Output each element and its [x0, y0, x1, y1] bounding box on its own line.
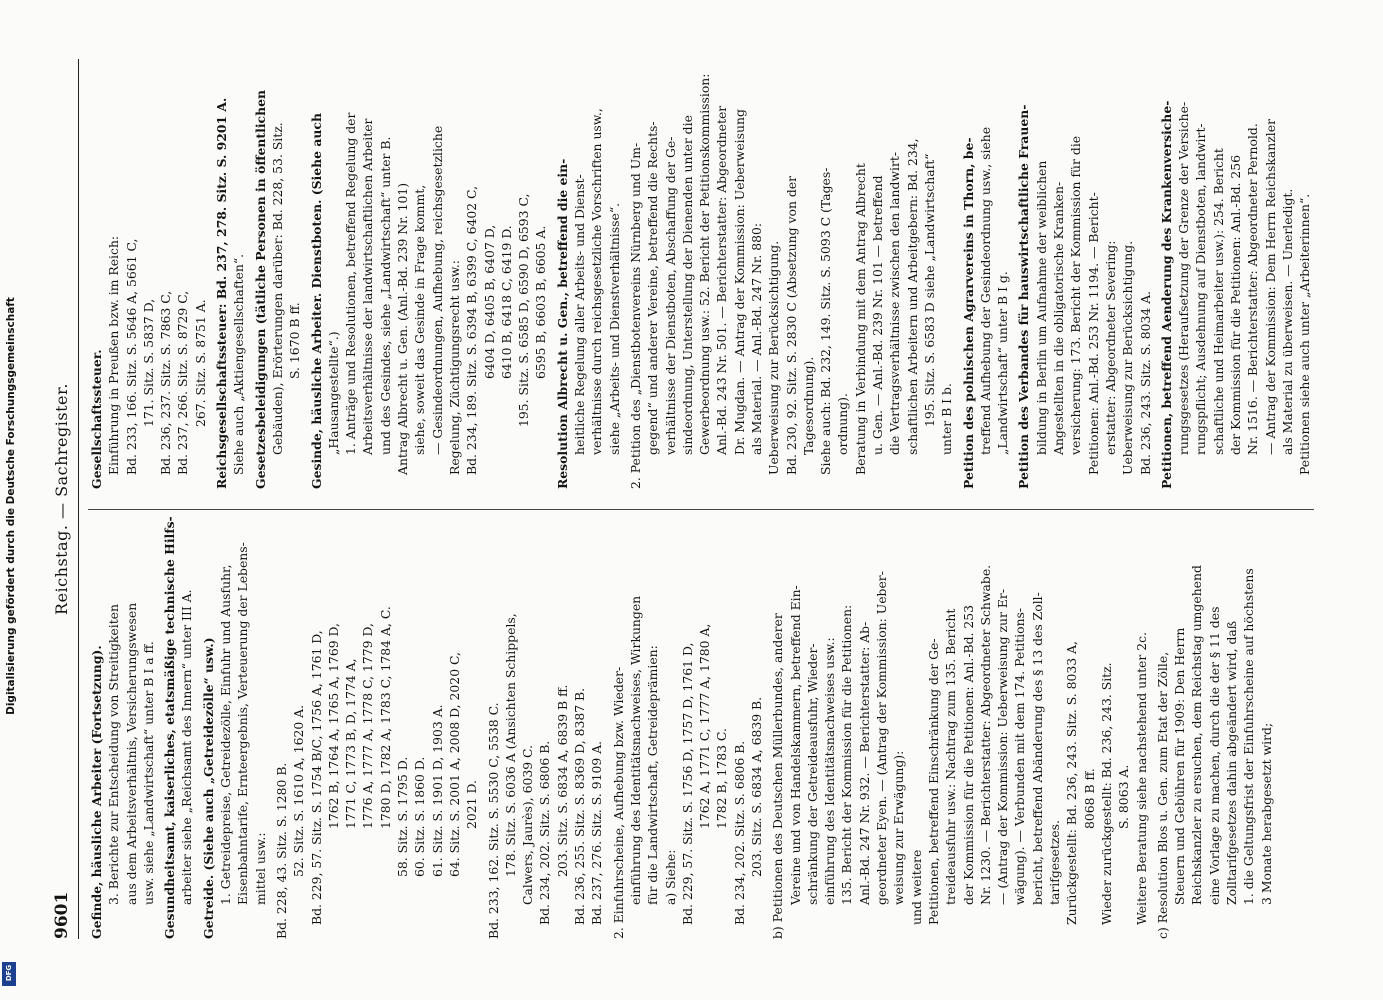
- right-column-line: 171. Sitz. S. 5837 D,: [140, 298, 156, 427]
- right-column-line: rungsgesetzes (Heraufsetzung der Grenze der Versiche-: [1176, 101, 1192, 455]
- left-column-line: Bd. 229, 57. Sitz. S. 1754 B/C, 1756 A, 1761 D,: [308, 630, 324, 925]
- right-column-line: Gesetzesbeleidigungen (tätliche Personen in öffentlichen: [252, 90, 268, 489]
- left-column-line: arbeiter siehe „Reichsamt des Innern“ unter III A.: [179, 589, 195, 905]
- left-column: [88, 514, 1318, 939]
- right-column-line: Beratung in Verbindung mit dem Antrag Albrecht: [852, 163, 868, 475]
- left-column-line: 1. die Geltungsfrist der Einfuhrscheine auf höchstens: [1241, 568, 1257, 905]
- left-column-line: Bd. 234, 202. Sitz. S. 6806 B.: [731, 740, 747, 925]
- left-column-line: 1782 B, 1783 C.: [714, 728, 730, 829]
- left-column-line: — (Antrag der Kommission: Ueberweisung zur Er-: [995, 588, 1011, 905]
- right-column-line: der Kommission für die Petitionen: Anl.-Bd. 256: [1228, 154, 1243, 455]
- right-column-line: Bd. 234, 189. Sitz. S. 6394 B, 6399 C, 6402 C,: [464, 185, 480, 475]
- right-column-line: versicherung: 173. Bericht der Kommission für die: [1068, 135, 1084, 455]
- left-column-line: Wieder zurückgestellt: Bd. 236, 243. Sitz.: [1098, 662, 1114, 925]
- digitization-label: Digitalisierung gefördert durch die Deutsche Forschungsgemeinschaft: [5, 297, 17, 715]
- left-column-line: usw. siehe „Landwirtschaft“ unter B I a ff.: [140, 641, 156, 905]
- left-column-line: 3. Berichte zur Entscheidung von Streitigkeiten: [106, 604, 122, 905]
- left-column-line: 2. Einfuhrscheine, Aufhebung bzw. Wieder-: [610, 666, 626, 939]
- left-column-line: tarifgesetzes.: [1047, 820, 1063, 905]
- right-column-line: sindeordnung, Unterstellung der Dienenden unter die: [679, 115, 695, 455]
- left-column-line: geordneter Eyen. — (Antrag der Kommission: Ueber-: [874, 571, 890, 905]
- left-column-line: Weitere Beratung siehe nachstehend unter 2c.: [1133, 631, 1149, 925]
- right-column-entry: [252, 64, 304, 489]
- left-column-line: 64. Sitz. S. 2001 A, 2008 D, 2020 C,: [446, 652, 462, 877]
- left-column-line: bericht, betreffend Abänderung des § 13 des Zoll-: [1029, 592, 1045, 905]
- left-column-line: Gefinde, häusliche Arbeiter (Fortsetzung).: [89, 645, 104, 939]
- right-column-line: Bd. 230, 92. Sitz. S. 2830 C (Absetzung von der: [783, 175, 799, 475]
- left-column-entry: [1154, 514, 1275, 939]
- right-column-line: Petition des Verbandes für hauswirtschaftliche Frauen-: [1016, 104, 1032, 489]
- right-column-line: Arbeitsverhältnisse der landwirtschaftlichen Arbeiter: [360, 118, 376, 455]
- pencil-mark-icon: [1, 1, 2, 2]
- right-column-line: schaftliche und Heimarbeiter usw.): 254. Bericht: [1210, 148, 1226, 455]
- right-column-line: Ueberweisung zur Berücksichtigung.: [766, 240, 782, 475]
- left-column-line: Zurückgestellt: Bd. 236, 243. Sitz. S. 8033 A,: [1064, 641, 1080, 925]
- left-column-line: weisung zur Erwägung):: [891, 750, 907, 905]
- left-column-line: wägung). — Verbunden mit dem 174. Petitions-: [1012, 607, 1028, 905]
- left-column-line: Anl.-Bd. 247 Nr. 932. — Berichterstatter: Ab-: [856, 621, 872, 905]
- right-column-line: unter B I b.: [939, 383, 955, 455]
- left-column-line: 1. Getreidepreise, Getreidezölle, Einfuhr und Ausfuhr,: [218, 564, 234, 905]
- right-column-line: rungspflicht; Ausdehnung auf Dienstboten, landwirt-: [1193, 123, 1209, 455]
- left-column-line: der Kommission für die Petitionen: Anl.-Bd. 253: [960, 604, 976, 905]
- right-column-line: Tagesordnung).: [800, 356, 816, 455]
- right-column-entry: [88, 64, 209, 489]
- right-column-line: Resolution Albrecht u. Gen., betreffend die ein-: [554, 158, 570, 489]
- right-column-line: Angestellten in die obligatorische Kranken-: [1051, 181, 1067, 455]
- digitization-strip: [0, 0, 22, 1000]
- left-column-entry: [161, 514, 196, 939]
- left-column-entry: [485, 514, 606, 939]
- right-column-line: 195. Sitz. S. 6583 D siehe „Landwirtschaft“: [921, 153, 937, 427]
- right-column-line: „Landwirtschaft“ unter B I g.: [995, 271, 1011, 455]
- right-column-line: Ueberweisung zur Berücksichtigung.: [1120, 240, 1136, 475]
- left-column-line: Gesundheitsamt, kaiserliches, etatsmäßige technische Hilfs-: [162, 516, 178, 939]
- left-column-line: Getreide. (Siehe auch „Getreidezölle“ usw.): [200, 637, 216, 939]
- right-column-line: Petitionen, betreffend Aenderung des Krankenversiche-: [1158, 100, 1174, 489]
- right-column-line: 195. Sitz. S. 6585 D, 6590 D, 6593 C,: [516, 193, 532, 427]
- right-column-line: als Material. — Anl.-Bd. 247 Nr. 880:: [748, 222, 764, 455]
- page-header: [48, 59, 76, 939]
- right-column-line: siehe „Arbeits- und Dienstverhältnisse“.: [606, 202, 622, 455]
- left-column-line: 1762 B, 1764 A, 1765 A, 1769 D,: [325, 623, 341, 829]
- left-column-line: Calwers, Jaurès), 6039 C.: [520, 744, 536, 905]
- right-column-line: — Gesindeordnungen, Aufhebung, reichsgesetzliche: [429, 125, 445, 455]
- left-column-line: einführung des Identitätsnachweises, Wirkungen: [627, 595, 643, 905]
- right-column-line: die Vertragsverhältnisse zwischen den landwirt-: [887, 151, 903, 455]
- right-column-entry: [308, 64, 550, 489]
- left-column-line: einführung des Identitätsnachweises usw.:: [822, 637, 838, 905]
- left-column-line: a) Siehe:: [662, 849, 678, 905]
- left-column-line: 203. Sitz. S. 6834 A, 6839 B.: [748, 696, 764, 877]
- left-column-line: Bd. 233, 162. Sitz. S. 5530 C, 5538 C.: [485, 702, 501, 939]
- column-divider: [88, 509, 1314, 510]
- dfg-logo-text: DFG: [5, 964, 13, 982]
- left-column-line: 178. Sitz. S. 6036 A (Ansichten Schippels,: [502, 613, 518, 877]
- right-column-line: als Material zu überweisen. — Unerledigt.: [1279, 188, 1295, 455]
- left-column-line: Bd. 237, 276. Sitz. S. 9109 A.: [589, 740, 605, 925]
- right-column-line: Petitionen siehe auch unter „Arbeiterinnen“.: [1297, 193, 1313, 475]
- right-column-entry: [1015, 64, 1153, 489]
- right-column-line: und des Gesindes, siehe „Landwirtschaft“ unter B.: [377, 136, 393, 455]
- running-title: Reichstag. — Sachregister.: [52, 383, 71, 615]
- left-column-line: 61. Sitz. S. 1901 D, 1903 A.: [429, 704, 445, 877]
- page-number: 9601: [52, 891, 72, 939]
- right-column-line: Dr. Mugdan. — Antrag der Kommission: Ueberweisung: [731, 109, 747, 455]
- right-column-line: Gewerbeordnung usw.: 52. Bericht der Petitionskommission:: [697, 73, 713, 455]
- right-column-line: schaftlichen Arbeitern und Arbeitgebern: Bd. 234,: [904, 138, 920, 455]
- right-column-line: verhältnisse der Dienstboten, Abschaffung der Ge-: [662, 136, 678, 455]
- left-column-line: 3 Monate herabgesetzt wird;: [1258, 722, 1274, 905]
- right-column-line: erstatter: Abgeordneter Severing:: [1102, 240, 1118, 455]
- right-column-line: Siehe auch „Aktiengesellschaften“.: [231, 253, 247, 475]
- right-column-line: siehe, soweit das Gesinde in Frage kommt,: [412, 184, 428, 455]
- right-column-line: Gesinde, häusliche Arbeiter. Dienstboten. (Siehe auch: [308, 113, 324, 489]
- right-column-line: 267. Sitz. S. 8751 A.: [192, 299, 208, 427]
- left-column-line: b) Petitionen des Deutschen Müllerbundes, anderer: [770, 613, 786, 939]
- right-column-line: treffend Aufhebung der Gesindeordnung usw., siehe: [977, 126, 993, 455]
- left-column-entry: [273, 514, 481, 939]
- right-column-line: heitliche Regelung aller Arbeits- und Dienst-: [572, 174, 588, 455]
- right-column-line: 6595 B, 6603 B, 6605 A.: [533, 225, 549, 379]
- rotated-page: [46, 25, 1336, 975]
- left-column-line: 1780 D, 1782 A, 1783 C, 1784 A, C.: [377, 606, 393, 829]
- left-column-line: 1776 A, 1777 A, 1778 C, 1779 D,: [360, 623, 376, 829]
- right-column-line: Siehe auch: Bd. 232, 149. Sitz. S. 5093 C (Tages-: [818, 167, 834, 475]
- left-column-line: treideausfuhr usw.: Nachtrag zum 135. Bericht: [943, 608, 959, 905]
- left-column-line: eine Vorlage zu machen, durch die der § 11 des: [1206, 606, 1222, 905]
- left-column-line: 58. Sitz. S. 1795 D.: [395, 756, 411, 877]
- right-column-line: „Hausangestellte“.): [325, 331, 341, 455]
- left-column-line: Reichskanzler zu ersuchen, dem Reichstag umgehend: [1189, 565, 1205, 905]
- left-column-line: 2021 D.: [464, 780, 480, 829]
- left-column-entry: [88, 514, 157, 939]
- right-column-line: Anl.-Bd. 243 Nr. 501. — Berichterstatter: Abgeordneter: [714, 105, 730, 455]
- left-column-line: schränkung der Getreideausfuhr, Wieder-: [804, 643, 820, 905]
- left-column-line: c) Resolution Blos u. Gen. zum Etat der Zölle,: [1154, 651, 1170, 939]
- left-column-line: 1771 C, 1773 B, D, 1774 A,: [343, 658, 359, 829]
- left-column-line: 52. Sitz. S. 1610 A, 1620 A.: [291, 704, 307, 877]
- left-column-line: 60. Sitz. S. 1860 D.: [412, 756, 428, 877]
- right-column-line: Bd. 236, 237. Sitz. S. 7863 C,: [158, 290, 174, 475]
- right-column: [88, 64, 1318, 489]
- left-column-line: Bd. 234, 202. Sitz. S. 6806 B.: [537, 740, 553, 925]
- left-column-line: Steuern und Gebühren für 1909: Den Herrn: [1172, 627, 1188, 905]
- left-column-line: 203. Sitz. S. 6834 A, 6839 B ff.: [554, 684, 570, 877]
- header-rule: [78, 59, 79, 939]
- right-column-line: u. Gen. — Anl.-Bd. 239 Nr. 101 — betreffend: [870, 175, 886, 455]
- right-column-line: ordnung).: [835, 393, 851, 455]
- left-column-line: Bd. 228, 43. Sitz. S. 1280 B.: [273, 762, 289, 939]
- right-column-line: Regelung, Züchtigungsrecht usw.:: [446, 260, 462, 475]
- right-column-line: Petition des polnischen Agrarvereins in Thorn, be-: [960, 137, 976, 489]
- right-column-line: — Antrag der Kommission: Dem Herrn Reichskanzler: [1262, 118, 1278, 455]
- left-column-line: Petitionen, betreffend Einschränkung der Ge-: [925, 638, 941, 925]
- right-column-line: 2. Petition des „Dienstbotenvereins Nürnberg und Um-: [627, 142, 643, 489]
- right-column-entry: [960, 64, 1012, 489]
- right-column-line: Gebäuden), Erörterungen darüber: Bd. 228, 53. Sitz.: [269, 122, 285, 455]
- right-column-line: Bd. 237, 266. Sitz. S. 8729 C,: [175, 290, 191, 475]
- right-column-entry: [213, 64, 248, 489]
- left-column-line: Zolltarifgesetzes dahin abgeändert wird, daß: [1224, 620, 1239, 905]
- right-column-entry: [1158, 64, 1314, 489]
- left-column-line: mittel usw.:: [252, 832, 268, 905]
- right-column-line: Bd. 233, 166. Sitz. S. 5646 A, 5661 C,: [123, 238, 139, 475]
- left-column-line: 8068 B ff.: [1081, 768, 1097, 829]
- left-column-line: aus dem Arbeitsverhältnis, Versicherungswesen: [123, 602, 139, 905]
- left-column-line: und weitere: [908, 849, 924, 925]
- right-column-line: Nr. 1516. — Berichterstatter: Abgeordneter Pernold.: [1245, 123, 1261, 455]
- right-column-line: 6410 B, 6418 C, 6419 D.: [498, 225, 514, 379]
- right-column-line: Petitionen: Anl.-Bd. 253 Nr. 1194. — Bericht-: [1085, 192, 1101, 475]
- left-column-entry: [769, 514, 1150, 939]
- right-column-line: verhältnisse durch reichsgesetzliche Vorschriften usw.,: [589, 108, 605, 455]
- right-column-line: Gesellschaftssteuer.: [89, 349, 104, 489]
- left-column-line: Bd. 229, 57. Sitz. S. 1756 D, 1757 D, 1761 D,: [679, 642, 695, 925]
- right-column-line: Antrag Albrecht u. Gen. (Anl.-Bd. 239 Nr. 101): [395, 182, 411, 475]
- right-column-line: Einführung in Preußen bzw. im Reich:: [106, 235, 122, 475]
- right-column-line: bildung in Berlin um Aufnahme der weiblichen: [1033, 160, 1049, 455]
- dfg-logo: [2, 962, 16, 986]
- right-column-line: 1. Anträge und Resolutionen, betreffend Regelung der: [343, 112, 359, 455]
- left-column-line: 1762 A, 1771 C, 1777 A, 1780 A,: [697, 623, 713, 829]
- right-column-line: Reichsgesellschaftssteuer: Bd. 237, 278. Sitz. S. 9201 A.: [214, 97, 230, 489]
- left-column-line: 135. Bericht der Kommission für die Petitionen:: [839, 604, 855, 905]
- right-column-line: 6404 D, 6405 B, 6407 D,: [481, 224, 497, 379]
- left-column-line: S. 8063 A.: [1116, 764, 1132, 829]
- right-column-entry: [627, 64, 956, 489]
- right-column-line: gegend“ und anderer Vereine, betreffend die Rechts-: [645, 121, 661, 455]
- right-column-line: Bd. 236, 243. Sitz. S. 8034 A.: [1137, 290, 1153, 475]
- right-column-line: S. 1670 B ff.: [287, 302, 303, 379]
- left-column-entry: [610, 514, 766, 939]
- left-column-line: Nr. 1230. — Berichterstatter: Abgeordneter Schwabe.: [977, 564, 993, 905]
- right-column-entry: [554, 64, 623, 489]
- left-column-entry: [200, 514, 269, 939]
- left-column-line: Eisenbahntarife, Ernteergebnis, Verteuerung der Lebens-: [235, 542, 251, 905]
- left-column-line: Bd. 236, 255. Sitz. S. 8369 D, 8387 B.: [572, 687, 588, 925]
- left-column-line: Vereine und von Handelskammern, betreffend Ein-: [787, 585, 803, 905]
- left-column-line: für die Landwirtschaft, Getreideprämien:: [645, 645, 661, 905]
